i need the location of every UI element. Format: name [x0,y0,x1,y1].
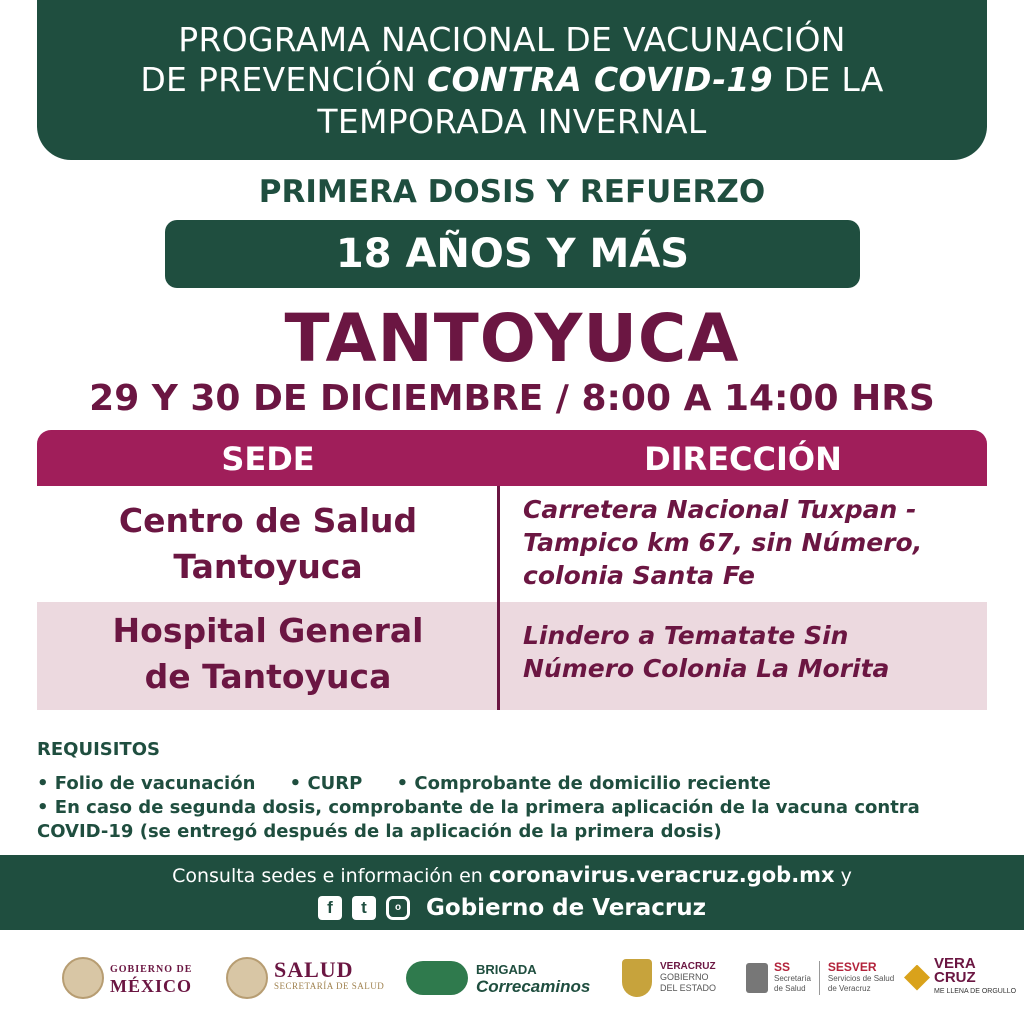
requirement-item: • Comprobante de domicilio reciente [396,773,771,794]
logo-separator [819,961,820,995]
eagle-seal-icon [62,957,104,999]
sede-cell [37,608,499,700]
veracruz-estado-text [660,961,716,994]
direccion-cell [523,493,983,592]
requirements-note-line-2: COVID-19 (se entregó después de la aplicación de la primera dosis) [37,821,722,842]
logos-strip [0,945,1024,1010]
edo-line-3: DEL ESTADO [660,983,717,993]
header-line-3: TEMPORADA INVERNAL [317,102,707,141]
ss-text [774,959,811,994]
header-sede: SEDE [221,440,315,478]
direccion-line: Tampico km 67, sin Número, [523,528,923,557]
column-divider [497,486,500,710]
gobmx-bottom: MÉXICO [110,975,192,996]
age-badge: 18 AÑOS Y MÁS [165,220,860,288]
sede-cell [37,498,499,590]
direccion-line: Lindero a Tematate Sin [523,621,849,650]
brigada-logo [406,955,590,1000]
consult-text: Consulta sedes e información en [172,865,489,887]
ss-main: SS [774,959,791,974]
direccion-cell [523,619,983,685]
header-banner [37,0,987,160]
gobierno-mexico-logo [62,955,192,1000]
salud-logo [226,955,384,1000]
gobmx-top: GOBIERNO DE [110,963,193,975]
direccion-line: colonia Santa Fe [523,561,755,590]
dates-schedule: 29 Y 30 DE DICIEMBRE / 8:00 A 14:00 HRS [89,378,935,419]
dose-subtitle: PRIMERA DOSIS Y REFUERZO [258,174,766,210]
header-line-2-pre: DE PREVENCIÓN [140,60,427,99]
requirements-section [37,738,987,844]
header-direccion: DIRECCIÓN [644,440,842,478]
ver-line-1: VERA [934,954,976,972]
facebook-icon[interactable]: f [318,896,342,920]
footer-banner [0,855,1024,930]
ver-tagline: ME LLENA DE ORGULLO [934,987,1017,995]
website-link[interactable]: coronavirus.veracruz.gob.mx [488,863,835,887]
consult-text-end: y [834,865,852,887]
sesver-sub-2: de Veracruz [827,983,871,993]
city-title: TANTOYUCA [284,300,740,377]
veracruz-star-icon [904,965,930,991]
table-row [37,486,987,602]
ver-line-2: CRUZ [934,968,976,986]
ss-emblem-icon [746,963,768,993]
sesver-main: SESVER [827,959,877,974]
government-name: Gobierno de Veracruz [426,895,706,921]
sesver-text [827,959,895,994]
twitter-icon[interactable]: t [352,896,376,920]
sede-line: de Tantoyuca [144,657,392,696]
veracruz-orgullo-text [934,954,1017,999]
social-row [0,893,1024,923]
header-line-2 [37,60,987,99]
requirement-item: • Folio de vacunación [37,773,256,794]
table-header [37,430,987,486]
brigada-line-1: BRIGADA [476,961,537,977]
consult-info [0,863,1024,887]
header-line-2-post: DE LA [772,60,884,99]
eagle-seal-icon [226,957,268,999]
direccion-line: Carretera Nacional Tuxpan - [523,495,917,524]
salud-main: SALUD [274,956,354,982]
table-row [37,602,987,710]
sede-line: Hospital General [112,611,424,650]
veracruz-estado-logo [622,955,716,1000]
sede-line: Tantoyuca [173,547,363,586]
requirements-note-line-1: • En caso de segunda dosis, comprobante de la primera aplicación de la vacuna contra [37,797,920,818]
brigada-line-2: Correcaminos [476,976,591,996]
instagram-icon[interactable]: o [386,896,410,920]
edo-line-1: VERACRUZ [660,961,716,972]
salud-sub: SECRETARÍA DE SALUD [274,980,385,991]
header-line-2-emphasis: CONTRA COVID-19 [427,60,773,99]
requirements-title: REQUISITOS [37,739,160,760]
salud-text [274,956,385,994]
ss-sub-2: de Salud [774,983,806,993]
state-shield-icon [622,959,652,997]
roadrunner-icon [406,961,468,995]
gobierno-mexico-text [110,962,192,994]
direccion-line: Número Colonia La Morita [523,654,890,683]
ss-sub-1: Secretaría [774,973,811,983]
locations-table [37,430,987,710]
sesver-sub-1: Servicios de Salud [827,973,895,983]
sede-line: Centro de Salud [118,501,418,540]
edo-line-2: GOBIERNO [660,972,709,982]
header-line-1: PROGRAMA NACIONAL DE VACUNACIÓN [178,20,846,59]
brigada-text [476,961,590,995]
ss-sesver-logo [746,955,894,1000]
requirements-items [37,772,987,796]
veracruz-orgullo-logo [904,955,1016,1000]
requirement-item: • CURP [289,773,363,794]
